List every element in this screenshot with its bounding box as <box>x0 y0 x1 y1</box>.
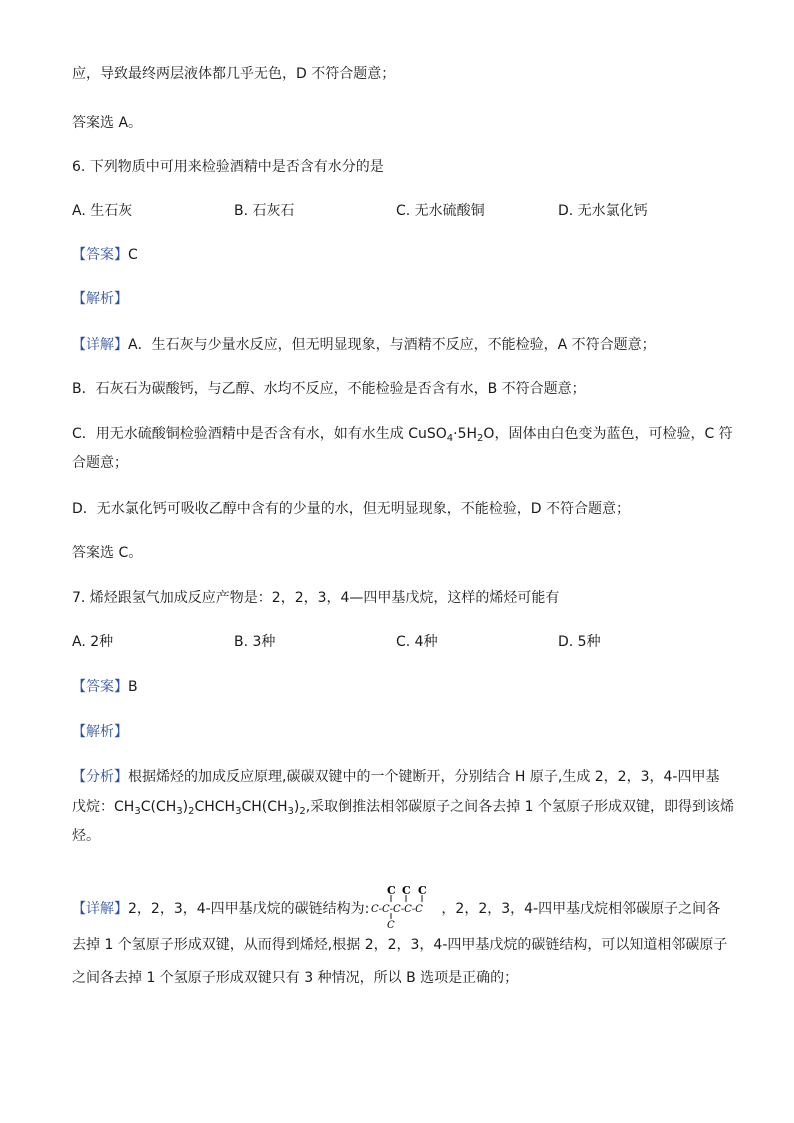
q7-answer <box>72 677 734 697</box>
q6-detail-c-cont: 合题意； <box>72 455 128 471</box>
carbon-chain-structure <box>371 885 439 929</box>
question-7: 7. 烯烃跟氢气加成反应产物是：2，2，3，4—四甲基戊烷，这样的烯烃可能有 <box>72 590 560 606</box>
q7-option-d: D. 5种 <box>558 634 601 650</box>
q6-option-b: B. 石灰石 <box>234 203 295 219</box>
answer-tag: 【答案】 <box>72 247 128 263</box>
q7-option-a: A. 2种 <box>72 634 114 650</box>
q7-option-b: B. 3种 <box>234 634 276 650</box>
text-line: 答案选 A。 <box>72 115 143 131</box>
text-line: 应，导致最终两层液体都几乎无色，D 不符合题意； <box>72 66 396 82</box>
answer-tag: 【答案】 <box>72 679 128 695</box>
analysis-sub-tag: 【分析】 <box>72 769 128 785</box>
branch-carbon: C <box>402 885 412 897</box>
analysis-tag: 【解析】 <box>72 291 128 307</box>
q7-analysis-1: 【分析】根据烯烃的加成反应原理,碳碳双键中的一个键断开，分别结合 H 原子,生成 2，2，3，4-四甲基 <box>72 769 720 785</box>
q7-option-c: C. 4种 <box>396 634 438 650</box>
q6-option-d: D. 无水氯化钙 <box>558 203 648 219</box>
detail-tag: 【详解】 <box>72 901 128 917</box>
q6-option-c: C. 无水硫酸铜 <box>396 203 485 219</box>
q7-analysis-3: 烃。 <box>72 828 100 844</box>
q6-detail-d: D．无水氯化钙可吸收乙醇中含有的少量的水，但无明显现象，不能检验，D 不符合题意； <box>72 501 631 517</box>
q7-analysis-2: 戊烷：$CH_3C(CH_3)_2CHCH_3CH(CH_3)_2$,采取倒推法相邻碳原子之间各去掉 1 个氢原子形成双键，即得到该烯 <box>72 799 734 817</box>
branch-carbon: C <box>387 920 396 929</box>
q7-detail-3: 之间各去掉 1 个氢原子形成双键只有 3 种情况，所以 B 选项是正确的； <box>72 970 519 986</box>
q7-detail-1: 【详解】2，2，3，4-四甲基戊烷的碳链结构为: C C C C-C-C-C-C C ，2，2，3，4-四甲基戊烷相邻碳原子之间各 <box>72 885 721 929</box>
q6-option-a: A. 生石灰 <box>72 203 133 219</box>
answer-value: C <box>128 247 138 263</box>
answer-value: B <box>128 679 138 695</box>
q6-detail-b: B．石灰石为碳酸钙，与乙醇、水均不反应，不能检验是否含有水，B 不符合题意； <box>72 381 586 397</box>
q6-conclusion: 答案选 C。 <box>72 545 143 561</box>
main-chain: C-C-C-C-C <box>371 904 424 915</box>
branch-carbon: C <box>418 885 428 897</box>
q7-detail-2: 去掉 1 个氢原子形成双键，从而得到烯烃,根据 2，2，3，4-四甲基戊烷的碳链结构，可以知道相邻碳原子 <box>72 937 728 953</box>
analysis-tag: 【解析】 <box>72 724 128 740</box>
q6-detail-a: 【详解】A．生石灰与少量水反应，但无明显现象，与酒精不反应，不能检验，A 不符合题意； <box>72 337 656 353</box>
branch-carbon: C <box>387 885 397 897</box>
q6-answer <box>72 245 734 265</box>
detail-tag: 【详解】 <box>72 337 128 353</box>
q6-detail-c: C．用无水硫酸铜检验酒精中是否含有水，如有水生成 $CuSO_4\cdot 5H_2O$，固体由白色变为蓝色，可检验，C 符 <box>72 426 733 444</box>
carbon-chain-diagram <box>371 885 439 929</box>
question-6: 6. 下列物质中可用来检验酒精中是否含有水分的是 <box>72 159 384 175</box>
